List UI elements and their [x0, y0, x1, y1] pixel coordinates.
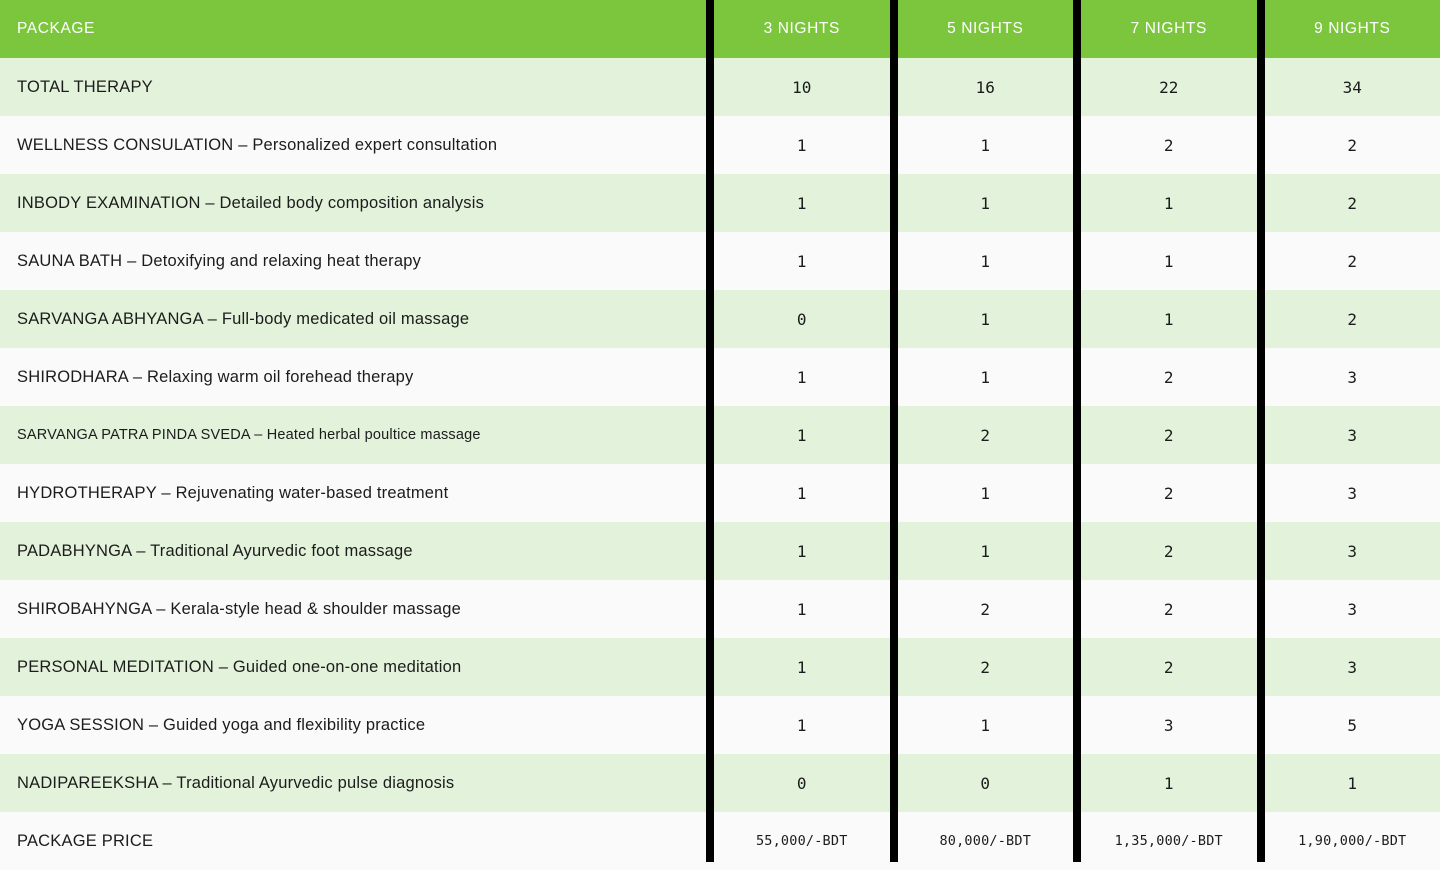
table-row: [0, 464, 1440, 522]
value-5-nights: 0: [980, 773, 991, 793]
column-header-package: PACKAGE: [17, 20, 95, 37]
column-header-9-nights: 9 NIGHTS: [1314, 20, 1391, 37]
therapy-label: YOGA SESSION – Guided yoga and flexibility practice: [17, 715, 426, 734]
value-5-nights: 1: [980, 367, 991, 387]
value-3-nights: 1: [796, 135, 807, 155]
table-header-row: [0, 0, 1440, 58]
value-7-nights: 2: [1163, 541, 1174, 561]
value-5-nights: 16: [975, 77, 995, 97]
value-3-nights: 1: [796, 715, 807, 735]
therapy-label: TOTAL THERAPY: [17, 77, 153, 96]
value-3-nights: 0: [796, 309, 807, 329]
column-divider-bar: [706, 0, 714, 862]
column-divider-bar: [1073, 0, 1081, 862]
table-row: [0, 522, 1440, 580]
table-row: [0, 638, 1440, 696]
value-3-nights: 0: [796, 773, 807, 793]
therapy-label: PERSONAL MEDITATION – Guided one-on-one meditation: [17, 657, 462, 676]
value-9-nights: 1,90,000/-BDT: [1298, 833, 1407, 849]
value-9-nights: 1: [1347, 773, 1358, 793]
value-7-nights: 3: [1163, 715, 1174, 735]
column-header-7-nights: 7 NIGHTS: [1130, 20, 1207, 37]
value-7-nights: 22: [1159, 77, 1179, 97]
value-7-nights: 2: [1163, 367, 1174, 387]
value-5-nights: 2: [980, 599, 991, 619]
value-3-nights: 55,000/-BDT: [755, 833, 848, 849]
value-3-nights: 1: [796, 657, 807, 677]
value-9-nights: 2: [1347, 309, 1358, 329]
therapy-label: PACKAGE PRICE: [17, 831, 154, 850]
value-9-nights: 3: [1347, 425, 1358, 445]
value-9-nights: 3: [1347, 483, 1358, 503]
therapy-label: SARVANGA ABHYANGA – Full-body medicated oil massage: [17, 309, 470, 328]
value-3-nights: 1: [796, 251, 807, 271]
table-row: [0, 696, 1440, 754]
value-3-nights: 1: [796, 425, 807, 445]
table-row: [0, 348, 1440, 406]
column-divider-bar: [890, 0, 898, 862]
value-7-nights: 2: [1163, 135, 1174, 155]
therapy-label: INBODY EXAMINATION – Detailed body composition analysis: [17, 193, 485, 212]
value-7-nights: 1: [1163, 251, 1174, 271]
table-row: [0, 232, 1440, 290]
value-9-nights: 2: [1347, 135, 1358, 155]
value-3-nights: 1: [796, 541, 807, 561]
value-5-nights: 1: [980, 193, 991, 213]
table-row: [0, 116, 1440, 174]
table-row: [0, 290, 1440, 348]
value-5-nights: 2: [980, 425, 991, 445]
value-7-nights: 1,35,000/-BDT: [1114, 833, 1223, 849]
value-9-nights: 2: [1347, 193, 1358, 213]
value-3-nights: 1: [796, 483, 807, 503]
value-5-nights: 1: [980, 541, 991, 561]
value-9-nights: 3: [1347, 657, 1358, 677]
therapy-label: NADIPAREEKSHA – Traditional Ayurvedic pulse diagnosis: [17, 773, 455, 792]
table-row: [0, 812, 1440, 870]
value-9-nights: 5: [1347, 715, 1358, 735]
value-7-nights: 1: [1163, 773, 1174, 793]
value-7-nights: 1: [1163, 193, 1174, 213]
table-row: [0, 754, 1440, 812]
therapy-label: SHIROBAHYNGA – Kerala-style head & shoulder massage: [17, 599, 461, 618]
value-3-nights: 1: [796, 599, 807, 619]
value-3-nights: 10: [792, 77, 812, 97]
value-3-nights: 1: [796, 367, 807, 387]
column-divider-bar: [1257, 0, 1265, 862]
value-5-nights: 1: [980, 135, 991, 155]
value-7-nights: 2: [1163, 425, 1174, 445]
value-5-nights: 2: [980, 657, 991, 677]
value-3-nights: 1: [796, 193, 807, 213]
value-9-nights: 3: [1347, 367, 1358, 387]
value-7-nights: 2: [1163, 657, 1174, 677]
value-5-nights: 80,000/-BDT: [939, 833, 1032, 849]
therapy-label: SAUNA BATH – Detoxifying and relaxing heat therapy: [17, 251, 422, 270]
table-row: [0, 174, 1440, 232]
therapy-label: SARVANGA PATRA PINDA SVEDA – Heated herbal poultice massage: [17, 427, 481, 443]
table-row: [0, 580, 1440, 638]
value-5-nights: 1: [980, 483, 991, 503]
therapy-label: PADABHYNGA – Traditional Ayurvedic foot massage: [17, 541, 413, 560]
column-header-3-nights: 3 NIGHTS: [763, 20, 840, 37]
value-9-nights: 34: [1342, 77, 1362, 97]
value-7-nights: 1: [1163, 309, 1174, 329]
table-row: [0, 58, 1440, 116]
table-row: [0, 406, 1440, 464]
value-5-nights: 1: [980, 309, 991, 329]
value-5-nights: 1: [980, 251, 991, 271]
therapy-label: SHIRODHARA – Relaxing warm oil forehead therapy: [17, 367, 414, 386]
value-9-nights: 2: [1347, 251, 1358, 271]
value-9-nights: 3: [1347, 599, 1358, 619]
value-7-nights: 2: [1163, 483, 1174, 503]
therapy-label: HYDROTHERAPY – Rejuvenating water-based treatment: [17, 483, 449, 502]
value-7-nights: 2: [1163, 599, 1174, 619]
column-header-5-nights: 5 NIGHTS: [947, 20, 1024, 37]
therapy-label: WELLNESS CONSULATION – Personalized expert consultation: [17, 135, 498, 154]
table-body: [0, 58, 1440, 870]
value-5-nights: 1: [980, 715, 991, 735]
value-9-nights: 3: [1347, 541, 1358, 561]
